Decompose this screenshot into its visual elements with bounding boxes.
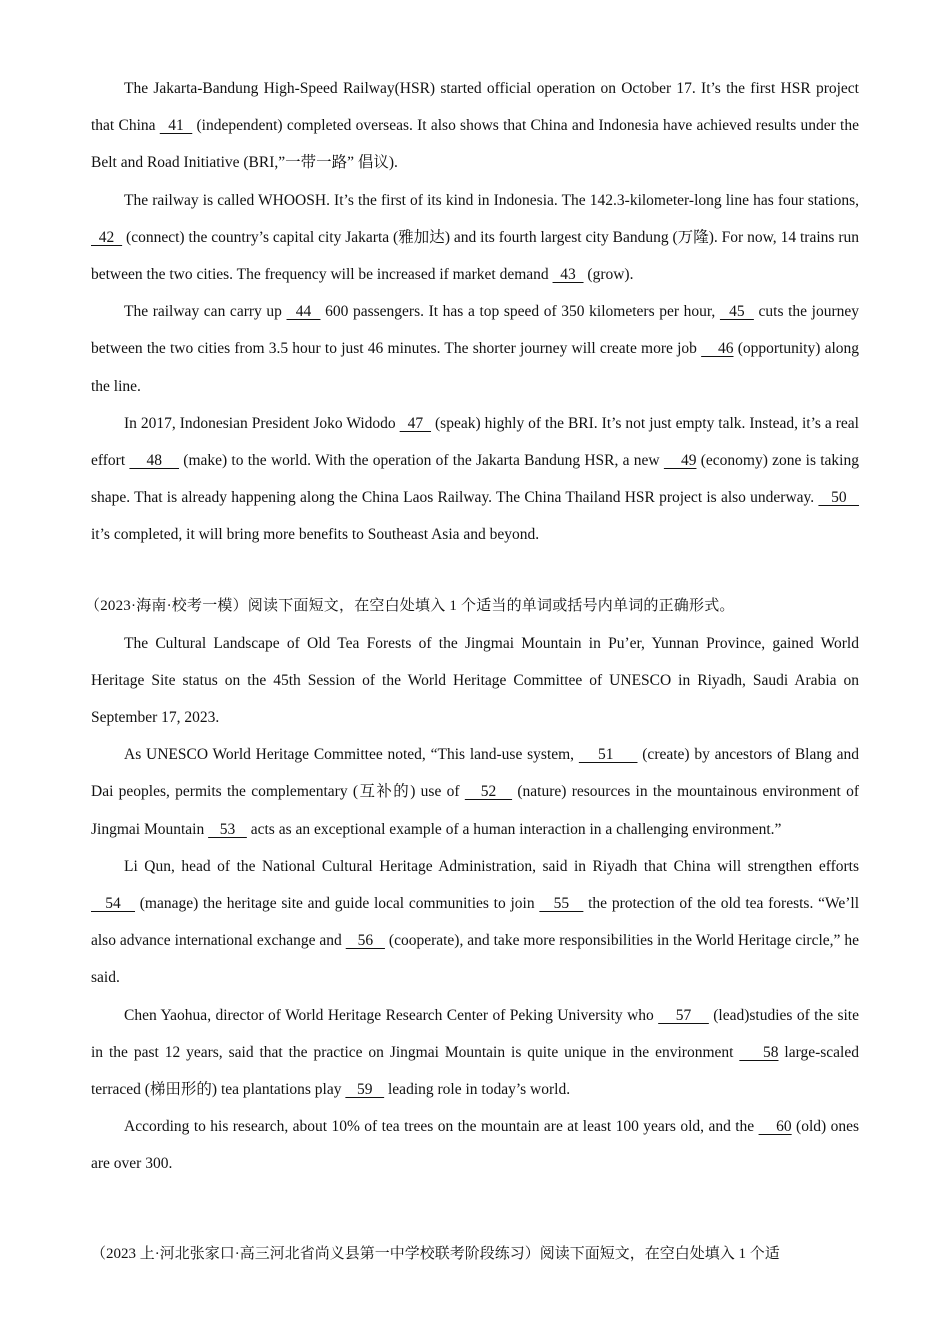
- passage-jingmai-tea-forests: [85, 588, 860, 1183]
- blank-42[interactable]: 42: [91, 228, 123, 246]
- blank-53[interactable]: 53: [208, 820, 247, 838]
- passage-jakarta-bandung-hsr: [91, 70, 859, 554]
- blank-45[interactable]: 45: [719, 303, 754, 321]
- blank-43[interactable]: 43: [552, 266, 584, 284]
- text-segment: acts as an exceptional example of a human interaction in a challenging environment.”: [246, 820, 782, 838]
- blank-50[interactable]: 50: [818, 489, 860, 507]
- text-segment: Li Qun, head of the National Cultural Heritage Administration, said in Riyadh that China will strengthen efforts: [124, 857, 859, 875]
- exercise-instruction-heading: （2023·海南·校考一模）阅读下面短文，在空白处填入 1 个适当的单词或括号内单词的正确形式。: [85, 597, 735, 614]
- paragraph-7: [91, 848, 859, 997]
- blank-57[interactable]: 57: [658, 1006, 709, 1024]
- section-spacer: [91, 554, 859, 588]
- paragraph-1: [91, 70, 859, 182]
- text-segment: The Cultural Landscape of Old Tea Forests of the Jingmai Mountain in Pu’er, Yunnan Province, gained World Heritage Site status on the 45th Session of the World Heritage Committee of UNESCO in Riyadh, Saudi Arabia on September 17, 2023.: [91, 634, 859, 727]
- blank-56[interactable]: 56: [345, 932, 385, 950]
- blank-58[interactable]: 58: [739, 1043, 779, 1061]
- text-segment: As UNESCO World Heritage Committee noted, “This land-use system,: [124, 746, 579, 764]
- text-segment: The railway can carry up: [124, 303, 287, 321]
- text-segment: (connect) the country’s capital city Jakarta (雅加达) and its fourth largest city Bandung (万隆). For now, 14 trains run between the two cities. The frequency will be increased if market demand: [91, 228, 859, 284]
- text-segment: (lead)studies of the site in the past 12 years, said that the practice on Jingmai Mountain is quite unique in the environment: [91, 1006, 859, 1061]
- text-segment: The Jakarta-Bandung High-Speed Railway(HSR) started official operation on October 17. It’s the first HSR project that China: [91, 80, 859, 135]
- text-segment: it’s completed, it will bring more benefits to Southeast Asia and beyond.: [91, 526, 540, 544]
- text-segment: (old) ones are over 300.: [91, 1118, 859, 1173]
- blank-52[interactable]: 52: [464, 783, 513, 801]
- text-segment: Chen Yaohua, director of World Heritage Research Center of Peking University who: [124, 1006, 659, 1024]
- paragraph-2: [91, 182, 859, 294]
- blank-55[interactable]: 55: [539, 895, 584, 913]
- text-segment: 600 passengers. It has a top speed of 350 kilometers per hour,: [320, 303, 720, 321]
- text-segment: (economy) zone is taking shape. That is already happening along the China Laos Railway. The China Thailand HSR project is also underway.: [91, 452, 859, 507]
- text-segment: In 2017, Indonesian President Joko Widodo: [124, 414, 400, 432]
- text-segment: (independent) completed overseas. It also shows that China and Indonesia have achieved results under the Belt and Road Initiative (BRI,”一带一路” 倡议).: [91, 117, 859, 172]
- text-segment: the protection of the old tea forests. “We’ll also advance international exchange and: [91, 895, 860, 950]
- text-segment: (nature) resources in the mountainous environment of Jingmai Mountain: [91, 783, 860, 838]
- blank-54[interactable]: 54: [91, 895, 136, 913]
- blank-47[interactable]: 47: [399, 414, 432, 432]
- blank-60[interactable]: 60: [758, 1118, 792, 1136]
- text-segment: (cooperate), and take more responsibilities in the World Heritage circle,” he said.: [91, 932, 859, 987]
- next-exercise-instruction-heading: （2023 上·河北张家口·高三河北省尚义县第一中学校联考阶段练习）阅读下面短文，在空白处填入 1 个适: [91, 1246, 780, 1262]
- blank-41[interactable]: 41: [159, 117, 193, 135]
- paragraph-8: [91, 997, 859, 1109]
- blank-51[interactable]: 51: [578, 746, 638, 764]
- text-segment: According to his research, about 10% of tea trees on the mountain are at least 100 years old, and the: [124, 1118, 759, 1136]
- paragraph-5: [91, 625, 859, 737]
- text-segment: (manage) the heritage site and guide local communities to join: [135, 895, 540, 913]
- blank-44[interactable]: 44: [286, 303, 321, 321]
- text-segment: large-scaled terraced (梯田形的) tea plantations play: [91, 1043, 859, 1099]
- text-segment: (speak) highly of the BRI. It’s not just empty talk. Instead, it’s a real effort: [91, 414, 859, 470]
- text-segment: leading role in today’s world.: [384, 1081, 571, 1099]
- text-segment: cuts the journey between the two cities from 3.5 hour to just 46 minutes. The shorter journey will create more job: [91, 303, 859, 358]
- document-page: [85, 70, 860, 1183]
- blank-48[interactable]: 48: [129, 452, 180, 470]
- text-segment: (opportunity) along the line.: [91, 340, 860, 395]
- text-segment: (create) by ancestors of Blang and Dai peoples, permits the complementary (互补的) use of: [91, 746, 860, 801]
- text-segment: (make) to the world. With the operation of the Jakarta Bandung HSR, a new: [179, 452, 664, 470]
- blank-46[interactable]: 46: [701, 340, 734, 358]
- blank-49[interactable]: 49: [663, 452, 697, 470]
- paragraph-4: [91, 405, 859, 554]
- text-segment: (grow).: [583, 266, 634, 284]
- paragraph-9: [91, 1108, 859, 1182]
- paragraph-3: [91, 293, 859, 405]
- paragraph-6: [91, 736, 859, 848]
- text-segment: The railway is called WHOOSH. It’s the first of its kind in Indonesia. The 142.3-kilometer-long line has four stations,: [124, 191, 859, 209]
- blank-59[interactable]: 59: [345, 1081, 385, 1099]
